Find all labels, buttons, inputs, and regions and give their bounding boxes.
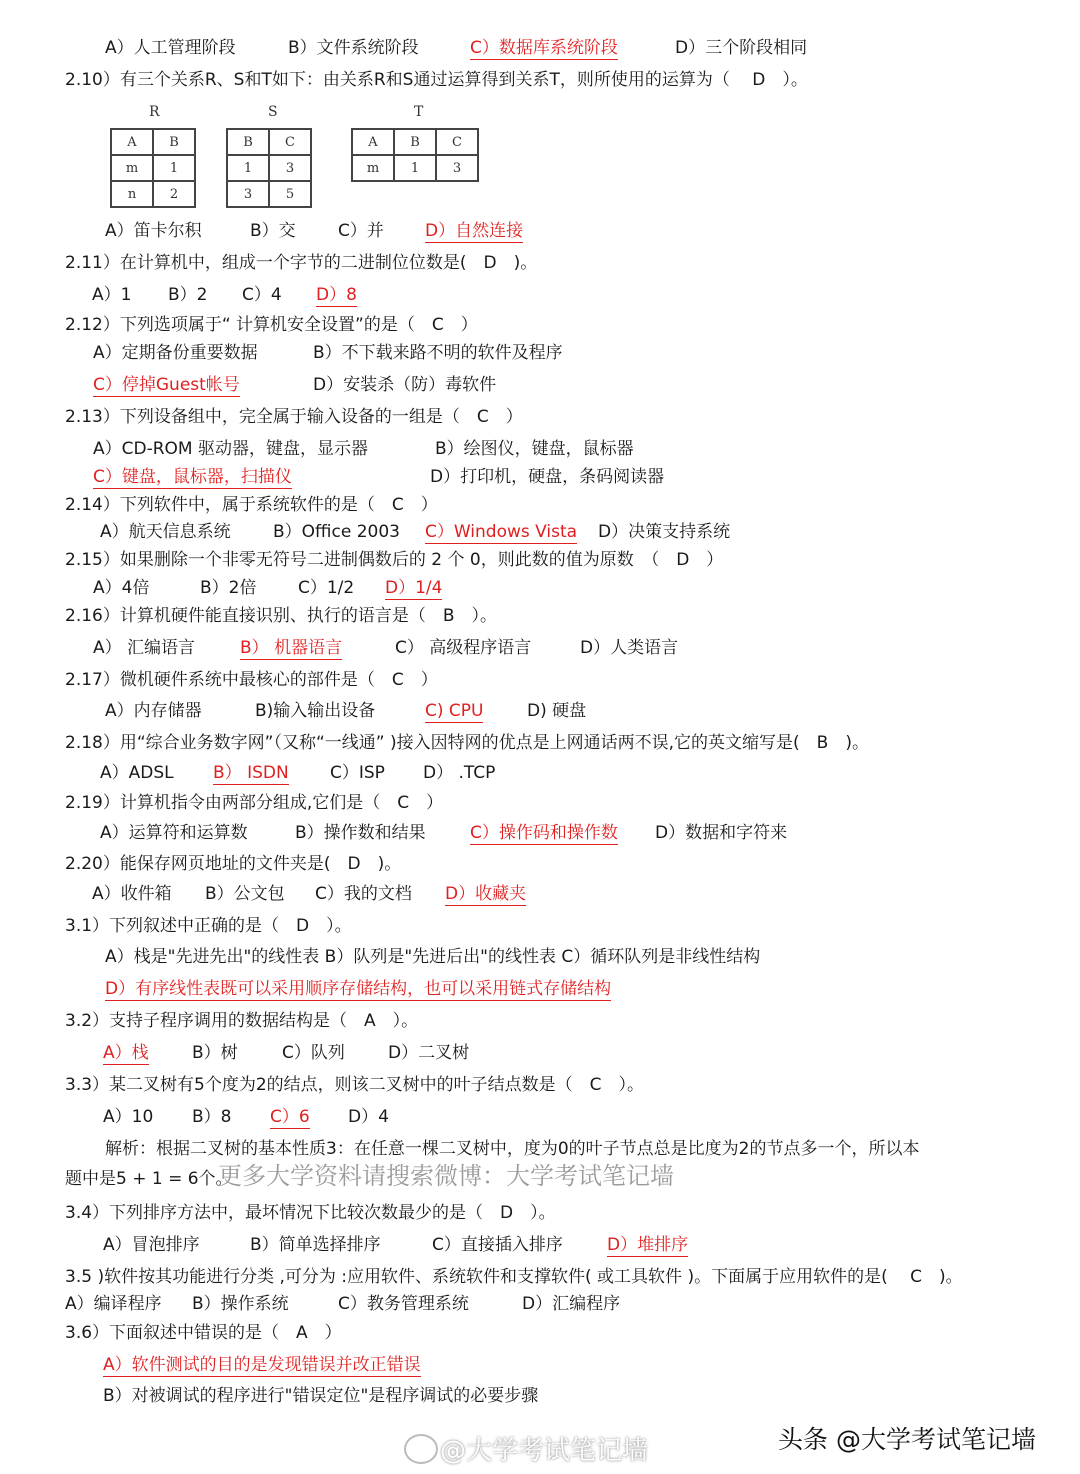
table-cell: 3: [227, 181, 269, 207]
question-text: 3.4）下列排序方法中，最坏情况下比较次数最少的是（ D ）。: [65, 1203, 556, 1223]
answer-option: D）三个阶段相同: [675, 38, 808, 58]
table-cell: B: [394, 129, 436, 155]
correct-answer-option: C）操作码和操作数: [470, 823, 618, 843]
correct-answer-option: A）栈: [103, 1043, 149, 1063]
table-cell: A: [111, 129, 153, 155]
table-row: [352, 129, 478, 155]
toutiao-watermark: 头条 @大学考试笔记墙: [778, 1425, 1036, 1454]
question-text: 2.20）能保存网页地址的文件夹是( D )。: [65, 854, 402, 874]
answer-option: A）内存储器: [105, 701, 202, 721]
table-row: [227, 155, 311, 181]
correct-answer-option: D）收藏夹: [445, 884, 527, 904]
correct-answer-option: B） ISDN: [213, 763, 289, 783]
answer-option: D）人类语言: [580, 638, 679, 658]
correct-answer-option: D）堆排序: [607, 1235, 689, 1255]
answer-option: B）绘图仪，键盘，鼠标器: [435, 439, 634, 459]
answer-option: B)输入输出设备: [255, 701, 376, 721]
question-text: 2.14）下列软件中，属于系统软件的是（ C ）: [65, 495, 438, 515]
correct-answer-option: D）自然连接: [425, 221, 524, 241]
answer-option: B）不下载来路不明的软件及程序: [313, 343, 563, 363]
table-cell: A: [352, 129, 394, 155]
table-cell: 1: [227, 155, 269, 181]
correct-answer-option: D）1/4: [385, 578, 443, 598]
question-text: 2.18）用“综合业务数字网”（又称“一线通” )接入因特网的优点是上网通话两不误,它的英文缩写是( B )。: [65, 733, 869, 753]
answer-option: D）汇编程序: [522, 1294, 621, 1314]
table-cell: m: [111, 155, 153, 181]
table-cell: B: [227, 129, 269, 155]
table-row: [111, 155, 195, 181]
answer-option: C）4: [242, 285, 282, 305]
answer-option: B）8: [192, 1107, 232, 1127]
answer-option: A）ADSL: [100, 763, 174, 783]
correct-answer-option: B） 机器语言: [240, 638, 343, 658]
table-cell: 3: [436, 155, 478, 181]
answer-option: B）Office 2003: [273, 522, 400, 542]
answer-option: B）2倍: [200, 578, 257, 598]
answer-option: B）树: [192, 1043, 238, 1063]
question-text: 解析：根据二叉树的基本性质3：在任意一棵二叉树中，度为0的叶子节点总是比度为2的节点多一个，所以本: [105, 1139, 920, 1159]
answer-option: D） .TCP: [423, 763, 496, 783]
table-t-name: T: [414, 104, 424, 120]
table-cell: 1: [153, 155, 195, 181]
answer-option: B）2: [168, 285, 208, 305]
correct-answer-option: C）6: [270, 1107, 310, 1127]
answer-option: A）笛卡尔积: [105, 221, 202, 241]
table-s-name: S: [268, 104, 278, 120]
answer-option: A）运算符和运算数: [100, 823, 248, 843]
table-row: [352, 155, 478, 181]
question-text: 2.17）微机硬件系统中最核心的部件是（ C ）: [65, 670, 438, 690]
correct-answer-option: A）软件测试的目的是发现错误并改正错误: [103, 1355, 421, 1375]
table-cell: C: [269, 129, 311, 155]
answer-option: C）我的文档: [315, 884, 412, 904]
table-row: [227, 129, 311, 155]
table-cell: 3: [269, 155, 311, 181]
answer-option: A）编译程序: [65, 1294, 162, 1314]
answer-option: A）冒泡排序: [103, 1235, 200, 1255]
answer-option: A）1: [92, 285, 132, 305]
answer-option: A）定期备份重要数据: [93, 343, 258, 363]
answer-option: C）教务管理系统: [338, 1294, 469, 1314]
question-text: 2.16）计算机硬件能直接识别、执行的语言是（ B ）。: [65, 606, 498, 626]
answer-option: B）文件系统阶段: [288, 38, 419, 58]
correct-answer-option: C）键盘，鼠标器，扫描仪: [93, 467, 292, 487]
answer-option: B）公文包: [205, 884, 285, 904]
question-text: 2.15）如果删除一个非零无符号二进制偶数后的 2 个 0，则此数的值为原数 （ D ）: [65, 550, 724, 570]
answer-option: D）二叉树: [388, 1043, 470, 1063]
answer-option: C） 高级程序语言: [395, 638, 532, 658]
relation-table-t: [351, 128, 479, 182]
correct-answer-option: C）数据库系统阶段: [470, 38, 618, 58]
answer-option: D) 硬盘: [527, 701, 587, 721]
question-text: 3.5 )软件按其功能进行分类 ,可分为 :应用软件、系统软件和支撑软件( 或工具软件 )。下面属于应用软件的是( C )。: [65, 1267, 963, 1287]
answer-option: A）4倍: [93, 578, 150, 598]
answer-option: D）4: [348, 1107, 389, 1127]
table-row: [227, 181, 311, 207]
answer-option: D）决策支持系统: [598, 522, 731, 542]
table-cell: m: [352, 155, 394, 181]
answer-option: C）队列: [282, 1043, 345, 1063]
table-row: [111, 181, 195, 207]
question-text: B）对被调试的程序进行"错误定位"是程序调试的必要步骤: [103, 1386, 539, 1406]
question-text: 3.3）某二叉树有5个度为2的结点，则该二叉树中的叶子结点数是（ C ）。: [65, 1075, 645, 1095]
question-text: 2.11）在计算机中，组成一个字节的二进制位位数是( D )。: [65, 253, 538, 273]
correct-answer-option: C）停掉Guest帐号: [93, 375, 240, 395]
relation-table-r: [110, 128, 196, 208]
table-cell: 2: [153, 181, 195, 207]
table-row: [111, 129, 195, 155]
question-text: 3.2）支持子程序调用的数据结构是（ A ）。: [65, 1011, 419, 1031]
answer-option: B）交: [250, 221, 296, 241]
answer-option: A） 汇编语言: [93, 638, 196, 658]
answer-option: A）航天信息系统: [100, 522, 231, 542]
answer-option: B）操作数和结果: [295, 823, 426, 843]
table-r-name: R: [149, 104, 160, 120]
answer-option: A）10: [103, 1107, 154, 1127]
answer-option: D）打印机，硬盘，条码阅读器: [430, 467, 665, 487]
answer-option: A）人工管理阶段: [105, 38, 236, 58]
question-text: 2.10）有三个关系R、S和T如下：由关系R和S通过运算得到关系T，则所使用的运算为（ D ）。: [65, 70, 808, 90]
answer-option: B）操作系统: [192, 1294, 289, 1314]
answer-option: D）数据和字符来: [655, 823, 788, 843]
answer-option: B）简单选择排序: [250, 1235, 381, 1255]
question-text: 题中是5 + 1 = 6个。: [65, 1169, 233, 1189]
question-text: 3.1）下列叙述中正确的是（ D ）。: [65, 916, 352, 936]
table-cell: B: [153, 129, 195, 155]
answer-option: C）并: [338, 221, 384, 241]
correct-answer-option: D）8: [316, 285, 357, 305]
table-cell: 5: [269, 181, 311, 207]
weibo-watermark: @大学考试笔记墙: [440, 1436, 649, 1466]
correct-answer-option: C）Windows Vista: [425, 522, 578, 542]
answer-option: D）安装杀（防）毒软件: [313, 375, 497, 395]
question-text: A）栈是"先进先出"的线性表 B）队列是"先进后出"的线性表 C）循环队列是非线性结构: [105, 947, 761, 967]
correct-answer-option: C) CPU: [425, 701, 484, 721]
question-text: 2.19）计算机指令由两部分组成,它们是（ C ）: [65, 793, 444, 813]
table-cell: 1: [394, 155, 436, 181]
answer-option: A）CD-ROM 驱动器，键盘，显示器: [93, 439, 368, 459]
weibo-icon: [404, 1434, 438, 1464]
correct-answer-option: D）有序线性表既可以采用顺序存储结构，也可以采用链式存储结构: [105, 979, 612, 999]
table-cell: n: [111, 181, 153, 207]
table-cell: C: [436, 129, 478, 155]
answer-option: A）收件箱: [92, 884, 172, 904]
relation-table-s: [226, 128, 312, 208]
answer-option: C）ISP: [330, 763, 385, 783]
watermark-text: 更多大学资料请搜索微博：大学考试笔记墙: [218, 1162, 674, 1190]
question-text: 2.12）下列选项属于“ 计算机安全设置”的是（ C ）: [65, 315, 478, 335]
answer-option: C）1/2: [298, 578, 355, 598]
question-text: 3.6）下面叙述中错误的是（ A ）: [65, 1323, 342, 1343]
answer-option: C）直接插入排序: [432, 1235, 563, 1255]
question-text: 2.13）下列设备组中，完全属于输入设备的一组是（ C ）: [65, 407, 523, 427]
